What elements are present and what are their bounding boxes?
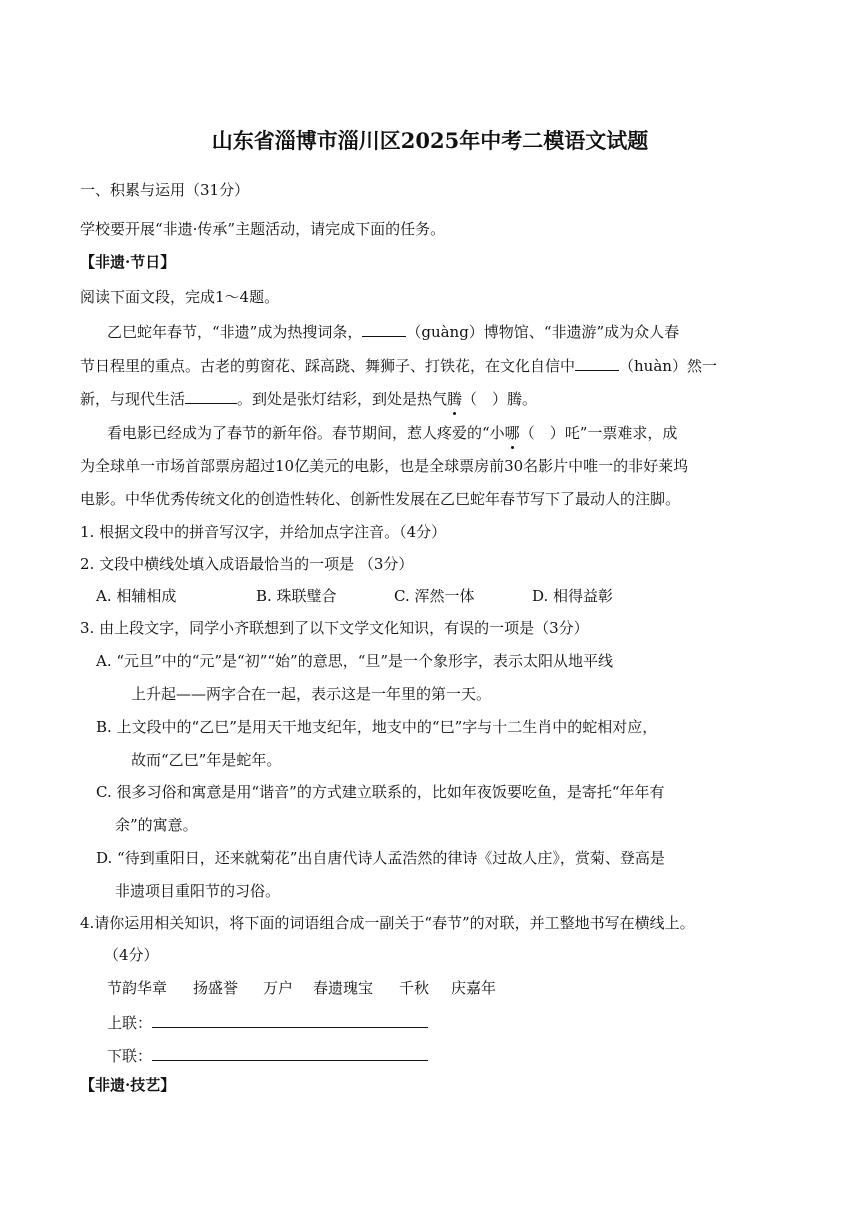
answer-blank[interactable] xyxy=(575,356,619,371)
question-1: 1. 根据文段中的拼音写汉字，并给加点字注音。（4分） xyxy=(80,523,447,541)
question-3-option-d-cont: 非遗项目重阳节的习俗。 xyxy=(115,882,281,900)
option-c[interactable]: C. 浑然一体 xyxy=(394,587,475,605)
page-title: 山东省淄博市淄川区2025年中考二模语文试题 xyxy=(211,128,649,153)
instruction-text: 阅读下面文段，完成1～4题。 xyxy=(80,288,280,306)
idiom-blank[interactable] xyxy=(185,389,237,404)
question-4-score: （4分） xyxy=(104,946,159,964)
option-b[interactable]: B. 珠联璧合 xyxy=(256,587,337,605)
passage-text: 乙巳蛇年春节，“非遗”成为热搜词条， xyxy=(107,323,363,341)
lower-couplet-answer-line[interactable] xyxy=(152,1044,428,1061)
dotted-character: 哪 xyxy=(504,424,520,442)
question-3-option-b[interactable]: B. 上文段中的“乙巳”是用天干地支纪年，地支中的“巳”字与十二生肖中的蛇相对应， xyxy=(96,718,658,736)
upper-couplet-label: 上联： xyxy=(107,1014,153,1032)
couplet-word: 千秋 xyxy=(399,979,430,997)
passage-line: 电影。中华优秀传统文化的创造性转化、创新性发展在乙巳蛇年春节写下了最动人的注脚。 xyxy=(80,490,681,508)
heading-skill: 【非遗·技艺】 xyxy=(80,1076,176,1094)
question-3-option-a-cont: 上升起——两字合在一起，表示这是一年里的第一天。 xyxy=(131,685,492,703)
passage-line: 为全球单一市场首部票房超过10亿美元的电影，也是全球票房前30名影片中唯一的非好莱坞 xyxy=(80,457,689,475)
passage-line xyxy=(80,356,717,376)
question-3-option-b-cont: 故而“乙巳”年是蛇年。 xyxy=(131,751,282,769)
question-3: 3. 由上段文字，同学小齐联想到了以下文学文化知识，有误的一项是（3分） xyxy=(80,619,589,637)
question-4: 4.请你运用相关知识，将下面的词语组合成一副关于“春节”的对联，并工整地书写在横线上。 xyxy=(80,914,695,932)
lower-couplet-row xyxy=(107,1044,428,1066)
passage-line xyxy=(107,423,677,443)
couplet-word: 扬盛誉 xyxy=(193,979,239,997)
question-2-options xyxy=(96,586,613,606)
question-3-option-c-cont: 余”的寓意。 xyxy=(115,816,198,834)
upper-couplet-answer-line[interactable] xyxy=(152,1011,428,1028)
passage-line xyxy=(107,322,679,342)
question-3-option-d[interactable]: D. “待到重阳日，还来就菊花”出自唐代诗人孟浩然的律诗《过故人庄》，赏菊、登高是 xyxy=(96,849,665,867)
passage-text: （huàn）然一 xyxy=(619,357,717,375)
question-2: 2. 文段中横线处填入成语最恰当的一项是 （3分） xyxy=(80,555,414,573)
dotted-character: 腾 xyxy=(447,390,463,408)
passage-text: 新，与现代生活 xyxy=(80,390,186,408)
couplet-word: 万户 xyxy=(263,979,294,997)
passage-text: 看电影已经成为了春节的新年俗。春节期间，惹人疼爱的“小 xyxy=(107,424,505,442)
question-3-option-a[interactable]: A. “元旦”中的“元”是“初”“始”的意思，“旦”是一个象形字，表示太阳从地平线 xyxy=(96,652,614,670)
intro-text: 学校要开展“非遗·传承”主题活动，请完成下面的任务。 xyxy=(80,220,446,238)
passage-text: （ ）吒”一票难求，成 xyxy=(519,424,678,442)
section-heading: 一、积累与运用（31分） xyxy=(80,181,250,199)
couplet-word: 春遗瑰宝 xyxy=(313,979,374,997)
question-3-option-c[interactable]: C. 很多习俗和寓意是用“谐音”的方式建立联系的，比如年夜饭要吃鱼，是寄托“年年有 xyxy=(96,783,665,801)
upper-couplet-row xyxy=(107,1011,428,1033)
answer-blank[interactable] xyxy=(362,322,406,337)
passage-text: （guàng）博物馆、“非遗游”成为众人春 xyxy=(406,323,680,341)
couplet-word: 节韵华章 xyxy=(107,979,168,997)
lower-couplet-label: 下联： xyxy=(107,1047,153,1065)
passage-text: 节日程里的重点。古老的剪窗花、踩高跷、舞狮子、打铁花，在文化自信中 xyxy=(80,357,576,375)
passage-text: 。到处是张灯结彩，到处是热气 xyxy=(237,390,448,408)
passage-text: （ ）腾。 xyxy=(462,390,538,408)
option-a[interactable]: A. 相辅相成 xyxy=(96,587,177,605)
option-d[interactable]: D. 相得益彰 xyxy=(532,587,614,605)
couplet-word: 庆嘉年 xyxy=(451,979,497,997)
couplet-word-list xyxy=(107,978,496,998)
heading-festival: 【非遗·节日】 xyxy=(80,253,176,271)
passage-line xyxy=(80,389,537,409)
